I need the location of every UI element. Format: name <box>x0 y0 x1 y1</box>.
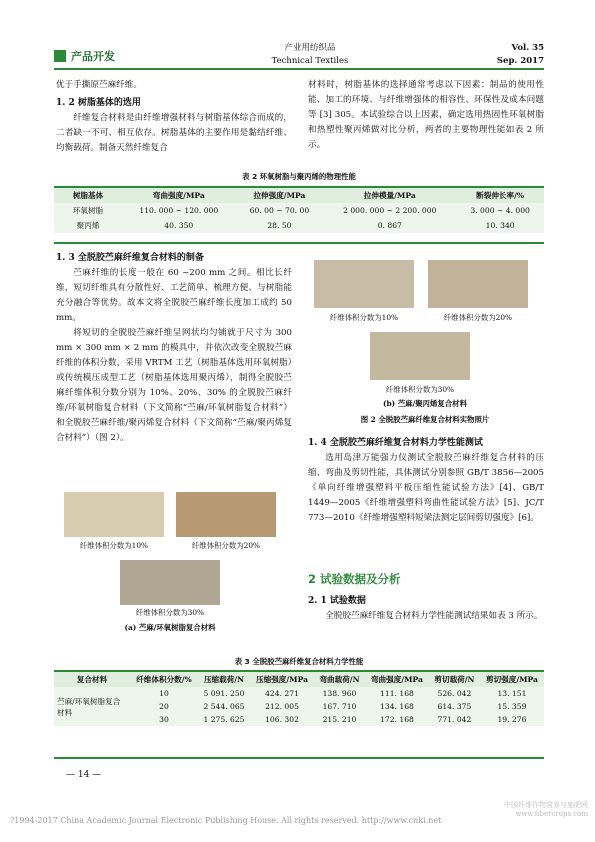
table2-header-cell: 断裂伸长率/% <box>456 188 544 203</box>
photo-pp-30 <box>370 332 470 380</box>
paragraph-2-1: 全脱胶苎麻纤维复合材料力学性能测试结果如表 3 所示。 <box>325 611 543 621</box>
photo-epoxy-20 <box>176 492 276 537</box>
table2-header-row <box>54 188 544 203</box>
badge-square-icon <box>54 50 66 62</box>
table3-cell: 30 <box>130 713 198 726</box>
left-column-top <box>56 78 292 156</box>
photo-caption: 纤维体积分数为20% <box>191 541 261 550</box>
left-column-middle <box>56 251 292 446</box>
table2-bottom-rule <box>54 242 544 244</box>
table3-group-cell: 苎麻/环氧树脂复合材料 <box>54 687 130 726</box>
issue-date: Sep. 2017 <box>496 56 544 66</box>
table3-header-cell: 剪切强度/MPa <box>480 672 544 687</box>
table3-cell: 172. 168 <box>365 713 429 726</box>
volume: Vol. 35 <box>511 43 544 53</box>
table3-cell: 424. 271 <box>250 687 314 700</box>
caption-a: (a) 苎麻/环氧树脂复合材料 <box>124 623 216 632</box>
table2-header-cell: 树脂基体 <box>54 188 122 203</box>
table2-header-cell: 弯曲强度/MPa <box>122 188 236 203</box>
heading-2-1: 2. 1 试验数据 <box>308 596 366 606</box>
section-2-heading <box>308 568 544 587</box>
journal-title <box>230 42 390 68</box>
heading-1-4: 1. 4 全脱胶苎麻纤维复合材料力学性能测试 <box>308 438 483 448</box>
table3 <box>54 672 544 726</box>
table3-header-cell: 纤维体积分数/% <box>130 672 198 687</box>
paragraph-1-3b: 将短切的全脱胶苎麻纤维呈网状均匀铺就于尺寸为 300 mm × 300 mm × 2 mm 的模具中，并依次改变全脱胶苎麻纤维的体积分数，采用 VRTM 工艺（树脂基体选用环氧树脂）或传统模压成型工艺（树脂基体选用聚丙烯），制得全脱胶苎麻纤维体积分数分别为 10%、20%、30% 的全脱胶苎麻纤维/环氧树脂复合材料（下文简称“苎麻/环氧树脂复合材料”）和全脱胶苎麻纤维/聚丙烯复合材料（下文简称“苎麻/聚丙烯复合材料”）（图 2）。 <box>56 328 292 443</box>
paragraph-intro: 优于手撕原苎麻纤维。 <box>56 80 142 90</box>
table2-cell: 10. 340 <box>456 218 544 233</box>
table3-cell: 20 <box>130 700 198 713</box>
table3-cell: 111. 168 <box>365 687 429 700</box>
table3-cell: 2 544. 065 <box>198 700 250 713</box>
section-badge <box>54 46 144 66</box>
table3-header-cell: 压缩载荷/N <box>198 672 250 687</box>
table3-cell: 614. 375 <box>429 700 480 713</box>
table3-cell: 10 <box>130 687 198 700</box>
right-column-2-1 <box>308 594 544 624</box>
section-2-title: 2 试验数据及分析 <box>308 572 401 586</box>
photo-caption: 纤维体积分数为10% <box>329 313 399 322</box>
table3-cell: 138. 960 <box>314 687 365 700</box>
table3-cell: 526. 042 <box>429 687 480 700</box>
copyright-line: ?1994-2017 China Academic Journal Electronic Publishing House. All rights reserved. http://www.cnki.net <box>10 816 442 825</box>
journal-title-en: Technical Textiles <box>271 56 349 66</box>
table3-cell: 106. 302 <box>250 713 314 726</box>
table3-header-cell: 剪切载荷/N <box>429 672 480 687</box>
photo-caption: 纤维体积分数为30% <box>135 608 205 617</box>
heading-1-3: 1. 3 全脱胶苎麻纤维复合材料的制备 <box>56 253 204 263</box>
table2-cell: 60. 00 ~ 70. 00 <box>236 203 324 218</box>
table2-cell: 环氧树脂 <box>54 203 122 218</box>
table3-cell: 771. 042 <box>429 713 480 726</box>
watermark: 中国纤维作物营养与施肥网 www.fibercrops.com <box>504 801 588 818</box>
page-number: — 14 — <box>66 770 102 780</box>
table3-cell: 15. 359 <box>480 700 544 713</box>
table2-cell: 聚丙烯 <box>54 218 122 233</box>
photo-caption: 纤维体积分数为10% <box>79 541 149 550</box>
table3-header-cell: 压缩强度/MPa <box>250 672 314 687</box>
table3-header-row <box>54 672 544 687</box>
table3-cell: 212. 005 <box>250 700 314 713</box>
table3-header-cell: 弯曲强度/MPa <box>365 672 429 687</box>
table2-cell: 0. 867 <box>323 218 456 233</box>
table3-cell: 1 275. 625 <box>198 713 250 726</box>
table3-cell: 13. 151 <box>480 687 544 700</box>
table3-cell: 167. 710 <box>314 700 365 713</box>
photo-pp-20 <box>428 260 528 308</box>
table2-cell: 3. 000 ~ 4. 000 <box>456 203 544 218</box>
table-row <box>54 203 544 218</box>
table3-header-cell: 弯曲载荷/N <box>314 672 365 687</box>
photo-pp-10 <box>314 260 414 308</box>
table2-header-cell: 拉伸强度/MPa <box>236 188 324 203</box>
table2-cell: 40. 350 <box>122 218 236 233</box>
table2-cell: 2 000. 000 ~ 2 200. 000 <box>323 203 456 218</box>
table-row <box>54 218 544 233</box>
caption-b: (b) 苎麻/聚丙烯复合材料 <box>383 399 467 408</box>
photo-caption: 纤维体积分数为20% <box>443 313 513 322</box>
photo-epoxy-30 <box>120 560 220 605</box>
table3-cell: 134. 168 <box>365 700 429 713</box>
table3-header-cell: 复合材料 <box>54 672 130 687</box>
photo-caption: 纤维体积分数为30% <box>385 385 455 394</box>
table2 <box>54 188 544 233</box>
section-badge-label: 产品开发 <box>71 50 115 63</box>
paragraph-1-3a: 苎麻纤维的长度一般在 60 ~200 mm 之间。相比长纤维，短切纤维具有分散性好、工艺简单、梳理方便、与树脂能充分融合等优势。故本文将全脱胶苎麻纤维长度加工成约 50 mm。 <box>56 268 292 323</box>
table3-bottom-rule <box>54 757 544 759</box>
figure-2-caption: 图 2 全脱胶苎麻纤维复合材料实物照片 <box>360 415 490 424</box>
table2-cell: 28. 50 <box>236 218 324 233</box>
volume-info <box>470 42 544 68</box>
table3-cell: 5 091. 250 <box>198 687 250 700</box>
table2-title: 表 2 环氧树脂与聚丙烯的物理性能 <box>242 172 356 181</box>
table-row <box>54 687 544 700</box>
heading-1-2: 1. 2 树脂基体的选用 <box>56 98 141 108</box>
table2-header-cell: 拉伸模量/MPa <box>323 188 456 203</box>
table2-cell: 110. 000 ~ 120. 000 <box>122 203 236 218</box>
paragraph-1-4: 选用岛津万能强力仪测试全脱胶苎麻纤维复合材料的压缩、弯曲及剪切性能，具体测试分别参照 GB/T 3856—2005《单向纤维增强塑料平板压缩性能试验方法》[4]、GB/T 1449—2005《纤维增强塑料弯曲性能试验方法》[5]、JC/T 773—2010《纤维增强塑料短梁法测定层间剪切强度》[6]。 <box>308 453 544 523</box>
table3-title: 表 3 全脱胶苎麻纤维复合材料力学性能 <box>234 657 364 666</box>
table3-cell: 19. 276 <box>480 713 544 726</box>
paragraph-1-2: 纤维复合材料是由纤维增强材料与树脂基体综合而成的，二者缺一不可、相互依存。树脂基体的主要作用是黏结纤维、均衡载荷。制备天然纤维复合 <box>56 113 292 153</box>
photo-epoxy-10 <box>64 492 164 537</box>
table3-cell: 215. 210 <box>314 713 365 726</box>
journal-title-cn: 产业用纺织品 <box>284 43 336 53</box>
header-rule <box>54 68 544 70</box>
right-column-lower <box>308 436 544 526</box>
paragraph-resin-selection: 材料时，树脂基体的选择通常考虑以下因素：制品的使用性能、加工的环境、与纤维增强体的相容性、环保性及成本问题等 [3] 305。本试验综合以上因素，确定选用热固性环氧树脂和热塑性聚丙烯做对比分析，两者的主要物理性能如表 2 所示。 <box>308 80 544 150</box>
